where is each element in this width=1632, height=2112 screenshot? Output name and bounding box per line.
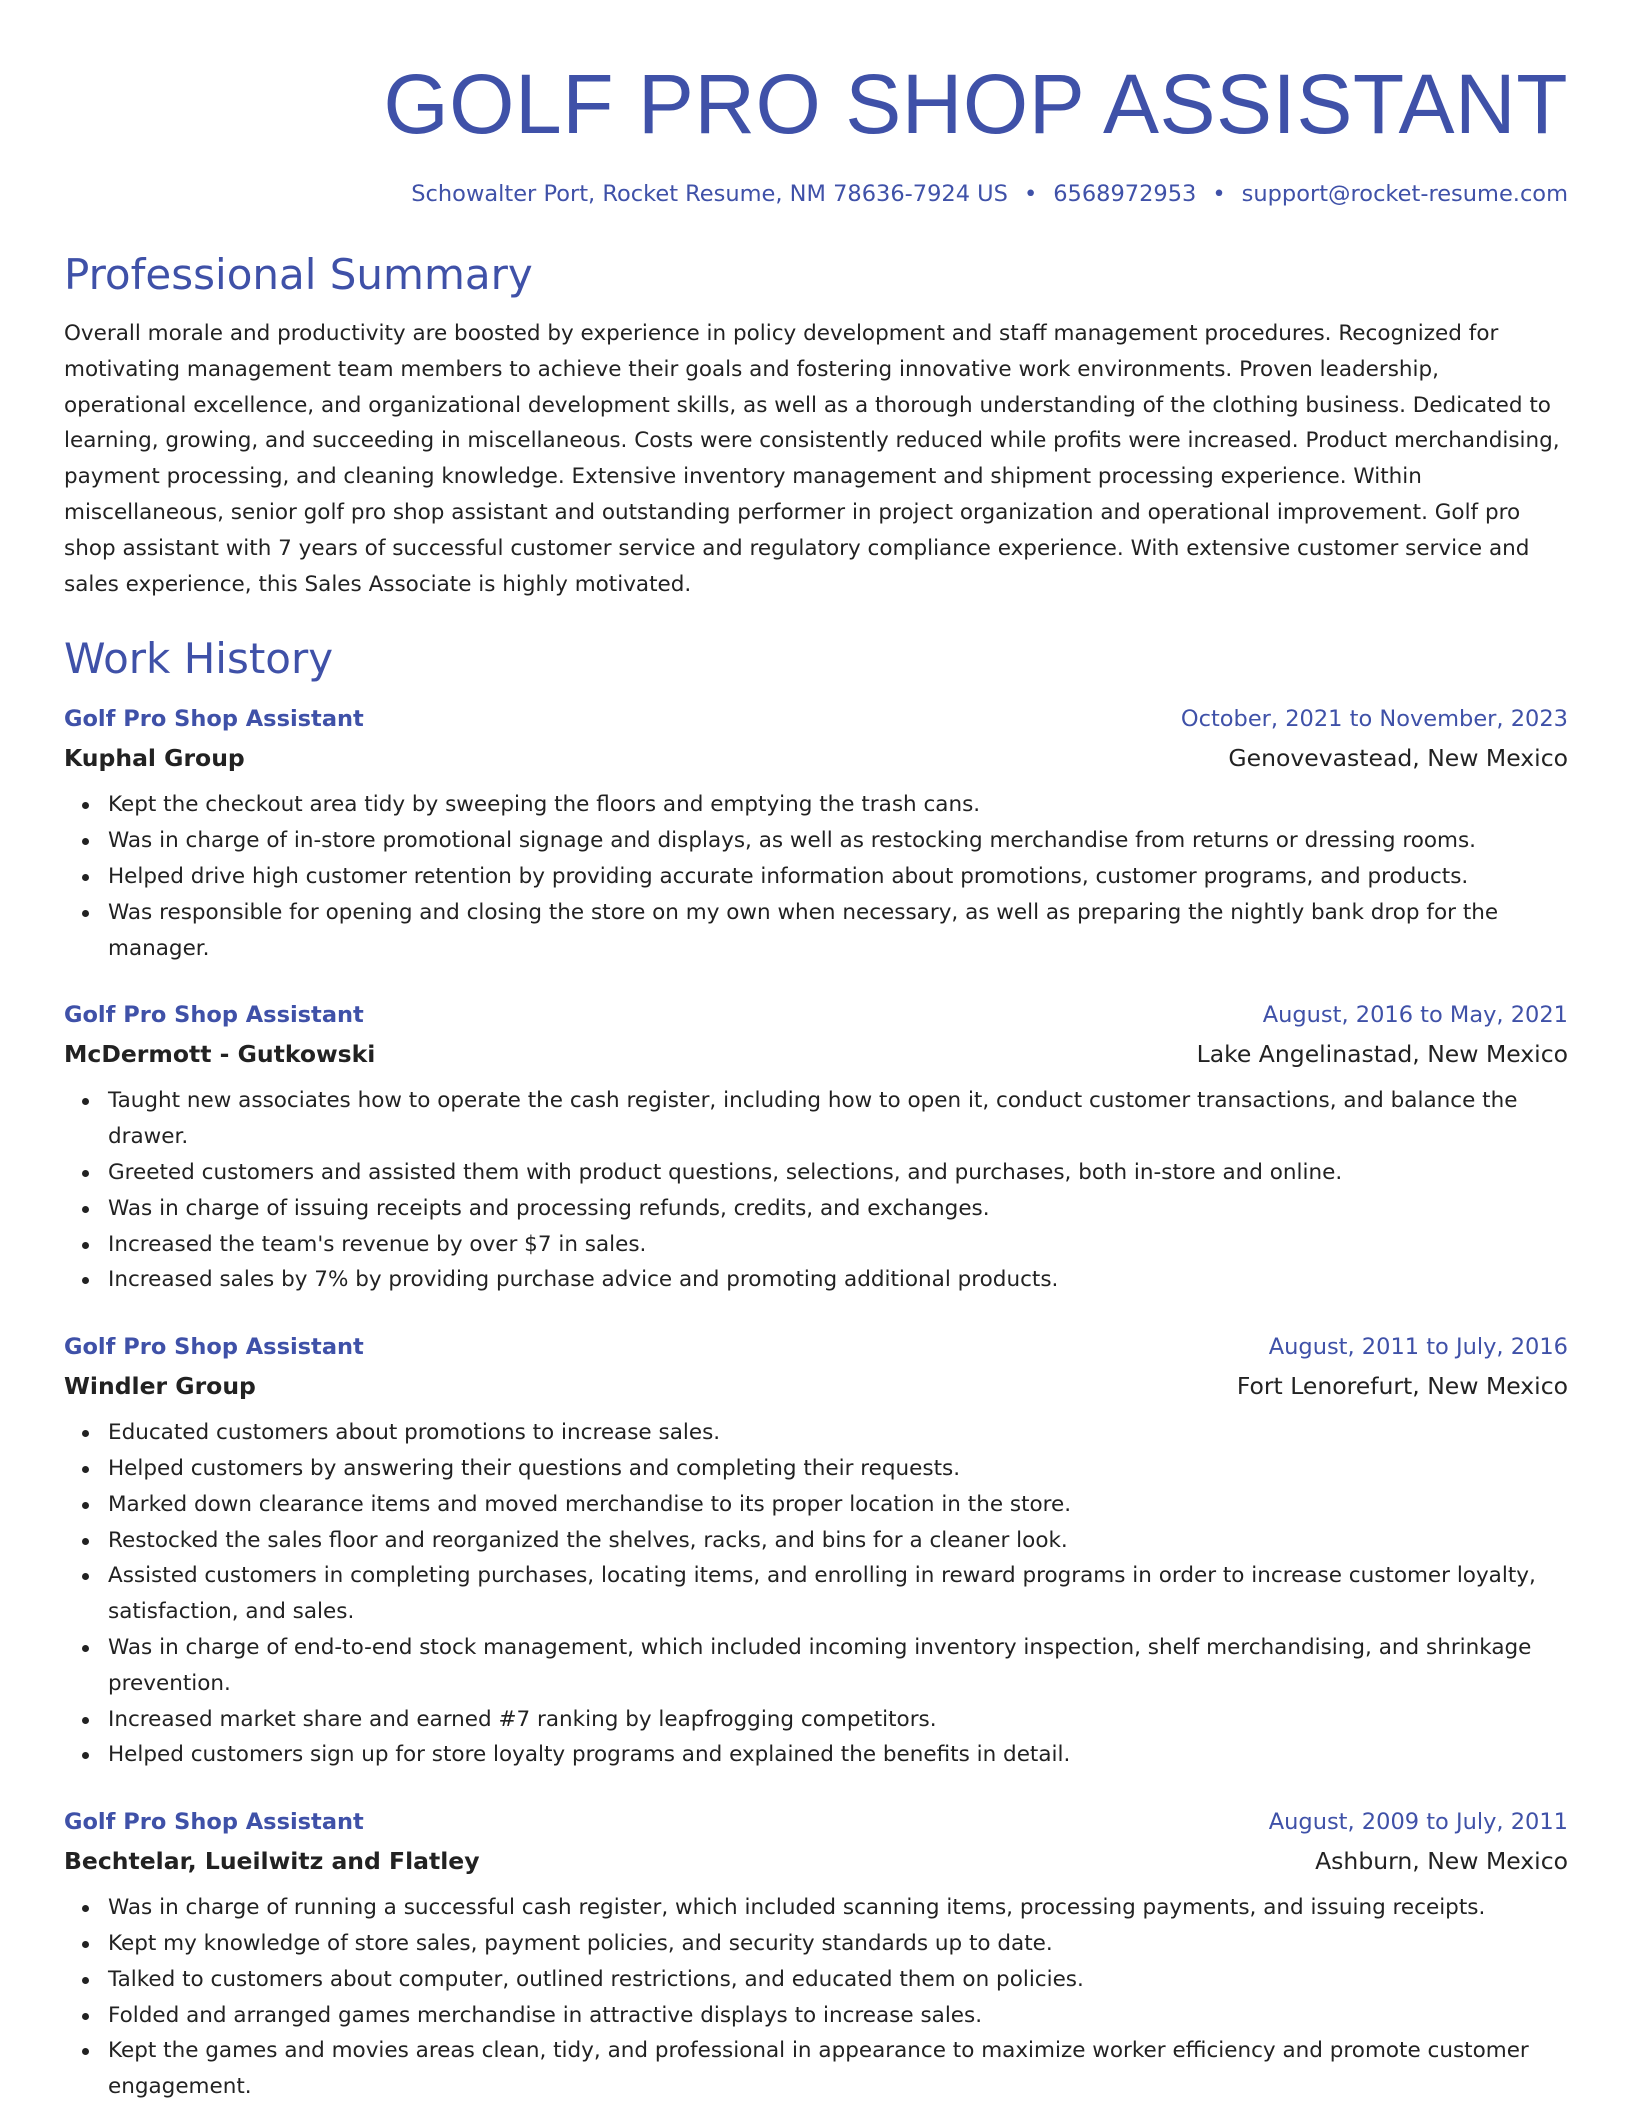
- job-header-row: [64, 704, 1568, 734]
- job-bullet: Marked down clearance items and moved merchandise to its proper location in the store.: [108, 1487, 1568, 1523]
- contact-phone: 6568972953: [1053, 181, 1197, 207]
- job-company: McDermott - Gutkowski: [64, 1040, 376, 1069]
- contact-separator: •: [1023, 181, 1038, 207]
- job-dates: August, 2016 to May, 2021: [1262, 1002, 1568, 1029]
- contact-address: Schowalter Port, Rocket Resume, NM 78636-7924 US: [411, 181, 1008, 207]
- job-bullet: Kept my knowledge of store sales, payment policies, and security standards up to date.: [108, 1926, 1568, 1962]
- job-company-row: [64, 1371, 1568, 1401]
- job-company: Bechtelar, Lueilwitz and Flatley: [64, 1847, 480, 1876]
- job-bullet: Greeted customers and assisted them with product questions, selections, and purchases, both in-store and online.: [108, 1155, 1568, 1191]
- job-bullet: Kept the checkout area tidy by sweeping the floors and emptying the trash cans.: [108, 787, 1568, 823]
- contact-separator: •: [1212, 181, 1226, 207]
- job-bullet-list: [64, 1083, 1568, 1298]
- resume-header: [64, 0, 1568, 210]
- job-bullet: Was in charge of issuing receipts and processing refunds, credits, and exchanges.: [108, 1191, 1568, 1227]
- job-bullet: Increased market share and earned #7 ranking by leapfrogging competitors.: [108, 1702, 1568, 1738]
- job-bullet: Was in charge of running a successful cash register, which included scanning items, processing payments, and issuing receipts.: [108, 1890, 1568, 1926]
- job-header-row: [64, 1000, 1568, 1030]
- job-title: Golf Pro Shop Assistant: [64, 706, 364, 733]
- job-location: Lake Angelinastad, New Mexico: [1196, 1040, 1568, 1069]
- job-bullet: Helped customers sign up for store loyalty programs and explained the benefits in detail.: [108, 1737, 1568, 1773]
- job-company: Kuphal Group: [64, 744, 245, 773]
- job-bullet: Restocked the sales floor and reorganized the shelves, racks, and bins for a cleaner look.: [108, 1523, 1568, 1559]
- job-bullet: Helped drive high customer retention by providing accurate information about promotions, customer programs, and products.: [108, 859, 1568, 895]
- job-bullet: Kept the games and movies areas clean, tidy, and professional in appearance to maximize worker efficiency and promote customer engagement.: [108, 2033, 1568, 2105]
- job-dates: October, 2021 to November, 2023: [1180, 706, 1568, 733]
- job-bullet: Educated customers about promotions to increase sales.: [108, 1415, 1568, 1451]
- job-bullet: Taught new associates how to operate the cash register, including how to open it, conduct customer transactions, and balance the drawer.: [108, 1083, 1568, 1155]
- professional-summary-heading: Professional Summary: [64, 250, 533, 299]
- job-bullet-list: [64, 1890, 1568, 2105]
- candidate-title: GOLF PRO SHOP ASSISTANT: [383, 57, 1568, 151]
- job-bullet-list: [64, 787, 1568, 966]
- job-bullet: Was in charge of end-to-end stock management, which included incoming inventory inspection, shelf merchandising, and shrinkage prevention.: [108, 1630, 1568, 1702]
- job-bullet: Was responsible for opening and closing the store on my own when necessary, as well as preparing the nightly bank drop for the manager.: [108, 895, 1568, 967]
- job-bullet: Folded and arranged games merchandise in attractive displays to increase sales.: [108, 1998, 1568, 2034]
- work-history-heading: Work History: [64, 634, 334, 684]
- contact-line: [64, 178, 1568, 210]
- job-bullet: Assisted customers in completing purchases, locating items, and enrolling in reward programs in order to increase customer loyalty, satisfaction, and sales.: [108, 1558, 1568, 1630]
- job-entry: [64, 704, 1568, 966]
- job-bullet: Helped customers by answering their questions and completing their requests.: [108, 1451, 1568, 1487]
- job-location: Ashburn, New Mexico: [1315, 1847, 1568, 1876]
- job-bullet: Talked to customers about computer, outlined restrictions, and educated them on policies.: [108, 1962, 1568, 1998]
- job-company-row: [64, 1846, 1568, 1876]
- job-company-row: [64, 743, 1568, 773]
- contact-email: support@rocket-resume.com: [1241, 181, 1568, 207]
- job-company: Windler Group: [64, 1372, 256, 1401]
- job-bullet: Increased sales by 7% by providing purchase advice and promoting additional products.: [108, 1262, 1568, 1298]
- job-header-row: [64, 1332, 1568, 1362]
- job-company-row: [64, 1039, 1568, 1069]
- work-history-section: [64, 634, 1568, 2105]
- professional-summary-text: Overall morale and productivity are boosted by experience in policy development and staff management procedures. Recognized for motivating management team members to achieve their goals and fostering innovative work environments. Proven leadership, operational excellence, and organizational development skills, as well as a thorough understanding of the clothing business. Dedicated to learning, growing, and succeeding in miscellaneous. Costs were consistently reduced while profits were increased. Product merchandising, payment processing, and cleaning knowledge. Extensive inventory management and shipment processing experience. Within miscellaneous, senior golf pro shop assistant and outstanding performer in project organization and operational improvement. Golf pro shop assistant with 7 years of successful customer service and regulatory compliance experience. With extensive customer service and sales experience, this Sales Associate is highly motivated.: [64, 321, 1560, 597]
- job-title: Golf Pro Shop Assistant: [64, 1334, 364, 1361]
- job-title: Golf Pro Shop Assistant: [64, 1002, 364, 1029]
- professional-summary-section: [64, 250, 1568, 602]
- job-dates: August, 2009 to July, 2011: [1268, 1809, 1568, 1836]
- job-location: Fort Lenorefurt, New Mexico: [1236, 1372, 1568, 1401]
- job-location: Genovevastead, New Mexico: [1228, 744, 1568, 773]
- job-entry: [64, 1807, 1568, 2105]
- job-dates: August, 2011 to July, 2016: [1268, 1334, 1568, 1361]
- job-bullet: Was in charge of in-store promotional signage and displays, as well as restocking merchandise from returns or dressing rooms.: [108, 823, 1568, 859]
- job-bullet: Increased the team's revenue by over $7 in sales.: [108, 1227, 1568, 1263]
- job-entry: [64, 1000, 1568, 1298]
- job-entry: [64, 1332, 1568, 1773]
- job-bullet-list: [64, 1415, 1568, 1773]
- job-title: Golf Pro Shop Assistant: [64, 1809, 364, 1836]
- job-header-row: [64, 1807, 1568, 1837]
